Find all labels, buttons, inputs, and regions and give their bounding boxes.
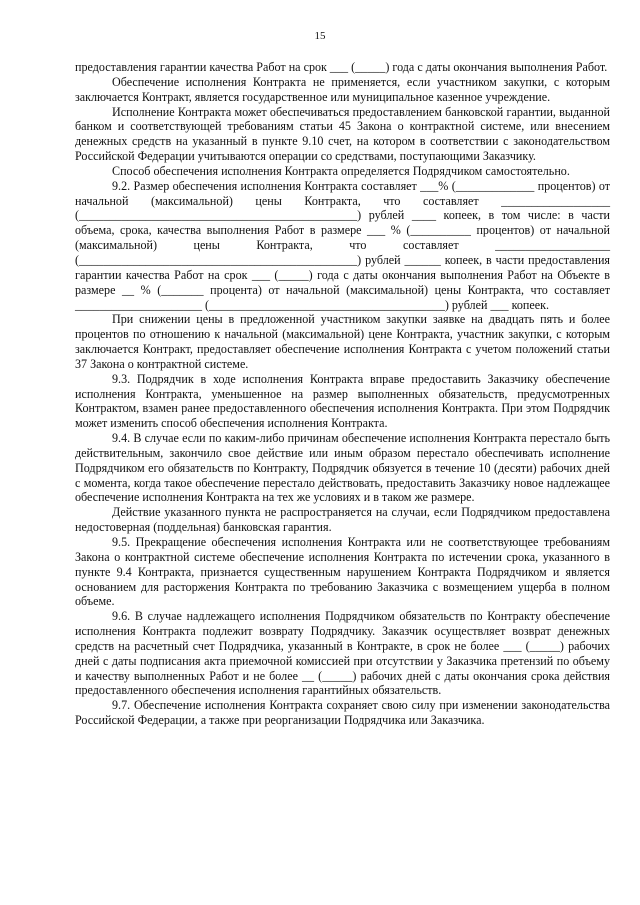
document-body bbox=[75, 60, 610, 728]
paragraph-9-3: 9.3. Подрядчик в ходе исполнения Контракта вправе предоставить Заказчику обеспечение исполнения Контракта, уменьшенное на размер выполненных обязательств, предусмотренных Контрактом, взамен ранее предоставленного обеспечения исполнения Контракта. При этом Подрядчик может изменить способ обеспечения исполнения Контракта. bbox=[75, 371, 610, 431]
paragraph-price-reduction: При снижении цены в предложенной участником закупки заявке на двадцать пять и более процентов по отношению к начальной (максимальной) цене Контракта, участник закупки, с которым заключается Контракт, предоставляет обеспечение исполнения Контракта с учетом положений статьи 37 Закона о контрактной системе. bbox=[75, 312, 610, 371]
paragraph-method-choice: Способ обеспечения исполнения Контракта определяется Подрядчиком самостоятельно. bbox=[112, 163, 570, 178]
paragraph-9-2: 9.2. Размер обеспечения исполнения Контракта составляет ___% (_____________ процентов) от начальной (максимальной) цены Контракта, что составляет __________________ (______________________________________________) рублей ____ копеек, в том числе: в части объема, срока, качества выполнения Работ в размере ___ % (__________ процентов) от начальной (максимальной) цены Контракта, что составляет ___________________ (______________________________________________) рублей ______ копеек, в части предоставления гарантии качества Работ на срок ___ (_____) года с даты окончания выполнения Работ на Объекте в размере __ % (_______ процента) от начальной (максимальной) цены Контракта, что составляет _____________________ (_______________________________________) рублей ___ копеек. bbox=[75, 178, 610, 312]
paragraph-security-methods: Исполнение Контракта может обеспечиваться предоставлением банковской гарантии, выданной банком и соответствующей требованиям статьи 45 Закона о контрактной системе, или внесением денежных средств на указанный в пункте 9.10 счет, на котором в соответствии с законодательством Российской Федерации учитываются операции со средствами, поступающими Заказчику. bbox=[75, 104, 610, 164]
paragraph-guarantee-tail: предоставления гарантии качества Работ на срок ___ (_____) года с даты окончания выполнения Работ. bbox=[75, 60, 608, 74]
paragraph-9-4-exception: Действие указанного пункта не распространяется на случаи, если Подрядчиком предоставлена недостоверная (поддельная) банковская гарантия. bbox=[75, 505, 610, 535]
paragraph-9-5: 9.5. Прекращение обеспечения исполнения Контракта или не соответствующее требованиям Закона о контрактной системе обеспечение исполнения Контракта по истечении срока, указанного в пункте 9.4 Контракта, признается существенным нарушением Контракта Подрядчиком и является основанием для расторжения Контракта по требованию Заказчика с возмещением ущерба в полном объеме. bbox=[75, 535, 610, 609]
paragraph-9-4: 9.4. В случае если по каким-либо причинам обеспечение исполнения Контракта перестало быть действительным, закончило свое действие или иным образом перестало обеспечивать исполнение Подрядчиком его обязательств по Контракту, Подрядчик обязуется в течение 10 (десяти) рабочих дней с момента, когда такое обеспечение перестало действовать, предоставить Заказчику новое надлежащее обеспечение исполнения Контракта на тех же условиях и в таком же размере. bbox=[75, 431, 610, 505]
page-number: 15 bbox=[314, 30, 326, 42]
paragraph-exemption: Обеспечение исполнения Контракта не применяется, если участником закупки, с которым заключается Контракт, является государственное или муниципальное казенное учреждение. bbox=[75, 74, 610, 104]
paragraph-9-6: 9.6. В случае надлежащего исполнения Подрядчиком обязательств по Контракту обеспечение исполнения Контракта подлежит возврату Подрядчику. Заказчик осуществляет возврат денежных средств на расчетный счет Подрядчика, указанный в Контракте, в срок не более ___ (_____) рабочих дней с даты подписания акта приемочной комиссией при отсутствии у Заказчика претензий по объему и качеству выполненных Работ и не более __ (_____) рабочих дней с даты окончания срока действия предоставленного обеспечения исполнения гарантийных обязательств. bbox=[75, 609, 610, 698]
paragraph-9-7: 9.7. Обеспечение исполнения Контракта сохраняет свою силу при изменении законодательства Российской Федерации, а также при реорганизации Подрядчика или Заказчика. bbox=[75, 698, 610, 728]
